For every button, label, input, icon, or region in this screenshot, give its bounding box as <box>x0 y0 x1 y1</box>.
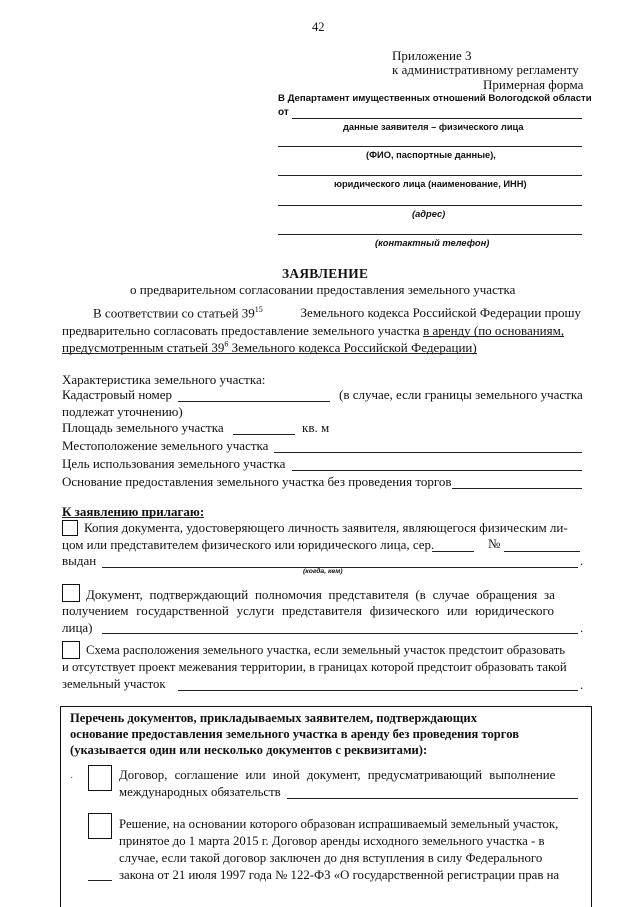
area-label: Площадь земельного участка <box>62 420 224 435</box>
appendix-subtitle: к административному регламенту <box>392 62 579 77</box>
option-1-details-line[interactable] <box>287 798 578 799</box>
intro-line-3: предусмотренным статьей $39^6$ Земельного кодекса Российской Федерации) <box>62 340 477 356</box>
basis-input-line[interactable] <box>452 488 582 489</box>
option-2-line-3: случае, если такой договор заключен до дня вступления в силу Федерального <box>119 851 543 865</box>
option-1-line-1: Договор, соглашение или иной документ, предусматривающий выполнение <box>119 768 556 782</box>
address-caption: (адрес) <box>412 209 446 219</box>
document-subtitle: о предварительном согласовании предоставления земельного участка <box>130 282 516 297</box>
attachment-2-line-3: лица) <box>62 620 93 635</box>
attachment-2-line-1: Документ, подтверждающий полномочия представителя (в случае обращения за <box>86 587 555 602</box>
appendix-form-type: Примерная форма <box>483 77 584 92</box>
option-2-line-4: закона от 21 июля 1997 года № 122-ФЗ «О государственной регистрации прав на <box>119 868 560 882</box>
cadastral-note-2: подлежат уточнению) <box>62 404 183 419</box>
area-input-line[interactable] <box>233 434 295 435</box>
purpose-label: Цель использования земельного участка <box>62 456 286 471</box>
basis-label: Основание предоставления земельного участка без проведения торгов <box>62 474 452 489</box>
addressee-line: В Департамент имущественных отношений Вологодской области <box>278 93 592 104</box>
page-number: 42 <box>312 20 325 34</box>
issued-caption: (когда, кем) <box>303 568 343 575</box>
attachment-2-checkbox[interactable] <box>62 584 80 602</box>
attachment-1-checkbox[interactable] <box>62 520 78 536</box>
fio-caption: (ФИО, паспортные данные), <box>366 150 496 160</box>
attachment-1-line-1: Копия документа, удостоверяющего личность заявителя, являющегося физическим ли- <box>84 520 568 535</box>
scheme-line[interactable] <box>178 690 578 691</box>
purpose-input-line[interactable] <box>292 470 582 471</box>
attachment-1-issued-label: выдан <box>62 553 97 568</box>
applicant-field-line[interactable] <box>278 146 582 147</box>
attachments-heading: К заявлению прилагаю: <box>62 504 205 519</box>
appendix-title: Приложение 3 <box>392 48 472 63</box>
option-2-checkbox[interactable] <box>88 813 112 839</box>
intro-line-1: В соответствии со статьей $39^{15}$ Земельного кодекса Российской Федерации прошу <box>93 305 581 321</box>
attachment-3-line-3: земельный участок <box>62 677 166 691</box>
attachment-3-line-1: Схема расположения земельного участка, если земельный участок предстоит образовать <box>86 643 566 657</box>
option-1-line-2: международных обязательств <box>119 785 281 799</box>
attachment-3-line-2: и отсутствует проект межевания территории, в границах которой предстоит образовать такой <box>62 660 567 674</box>
document-title: ЗАЯВЛЕНИЕ <box>282 266 369 281</box>
option-2-margin-line <box>88 880 112 881</box>
period-mark-2: . <box>580 620 584 635</box>
attachment-3-checkbox[interactable] <box>62 641 80 659</box>
legal-entity-caption: юридического лица (наименование, ИНН) <box>334 179 527 189</box>
attachment-2-line-2: получением государственной услуги представителя физического или юридического <box>62 603 554 618</box>
doc-list-heading-1: Перечень документов, прикладываемых заявителем, подтверждающих <box>70 711 477 725</box>
option-2-line-2: принятое до 1 марта 2015 г. Договор аренды исходного земельного участка - в <box>119 834 545 848</box>
fio-field-line[interactable] <box>278 175 582 176</box>
applicant-caption: данные заявителя – физического лица <box>343 122 524 132</box>
passport-number-line[interactable] <box>504 551 580 552</box>
cadastral-label: Кадастровый номер <box>62 387 173 402</box>
intro-line-2: предварительно согласовать предоставление земельного участка в аренду (по основаниям, <box>62 323 565 338</box>
passport-series-line[interactable] <box>432 551 474 552</box>
location-label: Местоположение земельного участка <box>62 438 269 453</box>
characteristics-heading: Характеристика земельного участка: <box>62 372 266 387</box>
cadastral-note: (в случае, если границы земельного участка <box>339 387 583 402</box>
dotted-mark: · <box>70 773 74 784</box>
doc-list-heading-2: основание предоставления земельного участка в аренду без проведения торгов <box>70 727 520 741</box>
representative-doc-line[interactable] <box>102 633 578 634</box>
phone-caption: (контактный телефон) <box>375 238 490 248</box>
doc-list-heading-3: (указывается один или несколько документов с реквизитами): <box>70 743 428 757</box>
area-unit: кв. м <box>302 420 330 435</box>
from-label: от <box>278 107 289 118</box>
location-input-line[interactable] <box>274 452 582 453</box>
legal-field-line[interactable] <box>278 205 582 206</box>
cadastral-input-line[interactable] <box>178 401 330 402</box>
period-mark-3: . <box>580 677 584 692</box>
attachment-1-line-2: цом или представителем физического или юридического лица, сер. <box>62 537 435 552</box>
from-field-line[interactable] <box>292 118 582 119</box>
period-mark: . <box>580 553 584 568</box>
passport-number-sign: № <box>488 536 501 551</box>
address-field-line[interactable] <box>278 234 582 235</box>
option-1-checkbox[interactable] <box>88 765 112 791</box>
option-2-line-1: Решение, на основании которого образован испрашиваемый земельный участок, <box>119 817 559 831</box>
